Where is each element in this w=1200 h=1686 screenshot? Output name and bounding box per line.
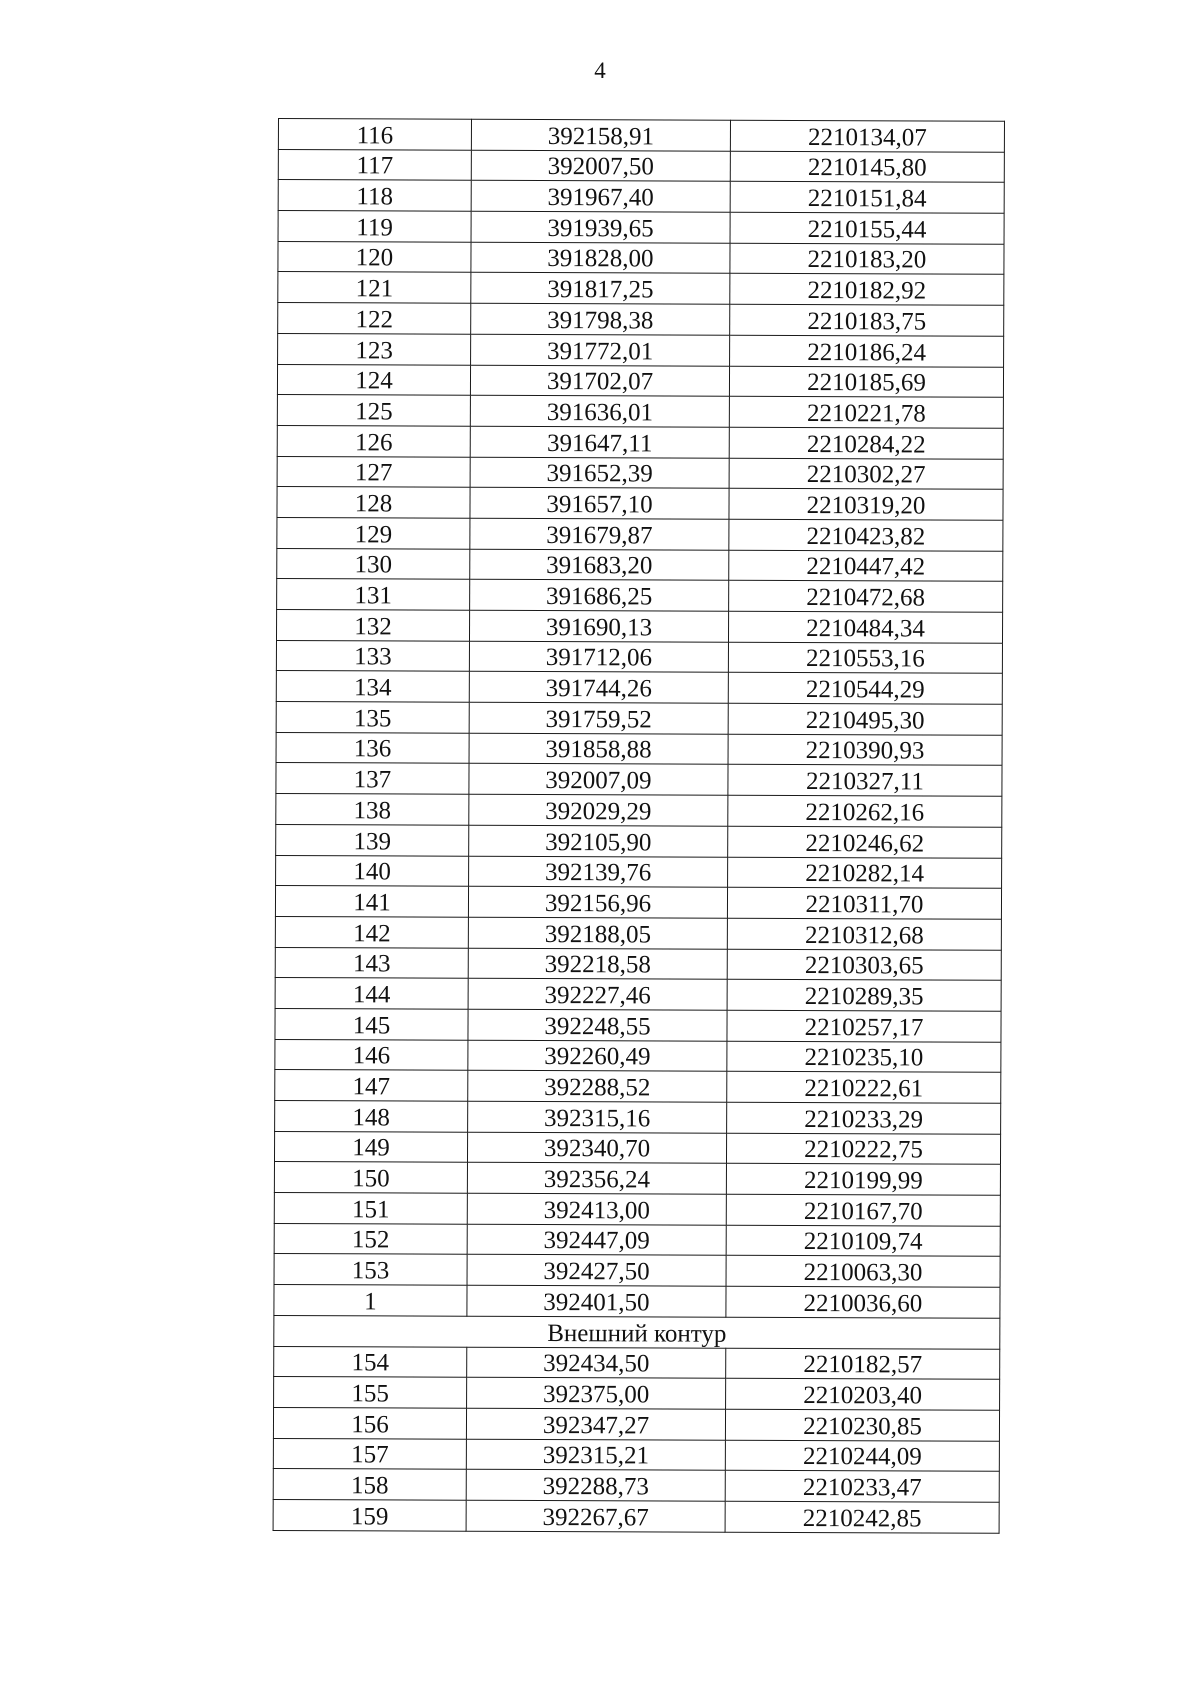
y-coordinate-cell: 2210312,68 (727, 918, 1001, 950)
y-coordinate-cell: 2210289,35 (727, 979, 1001, 1011)
table-row (276, 824, 1002, 857)
x-coordinate-cell: 391817,25 (471, 273, 730, 305)
y-coordinate-cell: 2210390,93 (728, 734, 1002, 766)
point-number-cell: 135 (276, 702, 469, 733)
y-coordinate-cell: 2210495,30 (728, 703, 1002, 735)
coordinates-table-body (273, 119, 1004, 1533)
x-coordinate-cell: 392315,16 (468, 1101, 727, 1133)
y-coordinate-cell: 2210244,09 (725, 1440, 999, 1472)
y-coordinate-cell: 2210109,74 (726, 1225, 1000, 1257)
point-number-cell: 134 (276, 671, 469, 702)
point-number-cell: 147 (275, 1070, 468, 1101)
point-number-cell: 148 (275, 1100, 468, 1131)
y-coordinate-cell: 2210167,70 (726, 1194, 1000, 1226)
x-coordinate-cell: 392288,52 (468, 1071, 727, 1103)
y-coordinate-cell: 2210544,29 (728, 673, 1002, 705)
y-coordinate-cell: 2210284,22 (729, 427, 1003, 459)
point-number-cell: 152 (274, 1223, 467, 1254)
table-row (277, 456, 1003, 489)
point-number-cell: 146 (275, 1039, 468, 1070)
y-coordinate-cell: 2210233,47 (725, 1470, 999, 1502)
y-coordinate-cell: 2210221,78 (729, 396, 1003, 428)
point-number-cell: 118 (278, 180, 471, 211)
point-number-cell: 155 (274, 1377, 467, 1408)
point-number-cell: 137 (276, 763, 469, 794)
table-row (277, 364, 1003, 397)
table-row (275, 947, 1001, 980)
y-coordinate-cell: 2210303,65 (727, 949, 1001, 981)
table-row (276, 855, 1002, 888)
table-row (275, 886, 1001, 919)
y-coordinate-cell: 2210257,17 (727, 1010, 1001, 1042)
x-coordinate-cell: 392315,21 (466, 1439, 725, 1471)
table-row (276, 763, 1002, 796)
table-row (274, 1193, 1000, 1226)
table-row (276, 671, 1002, 704)
point-number-cell: 142 (275, 916, 468, 947)
table-row (273, 1469, 999, 1502)
table-row (275, 1039, 1001, 1072)
point-number-cell: 140 (276, 855, 469, 886)
y-coordinate-cell: 2210222,75 (726, 1133, 1000, 1165)
coordinates-table (273, 118, 1005, 1533)
x-coordinate-cell: 392188,05 (468, 917, 727, 949)
x-coordinate-cell: 391712,06 (469, 641, 728, 673)
point-number-cell: 129 (277, 517, 470, 548)
y-coordinate-cell: 2210155,44 (730, 212, 1004, 244)
point-number-cell: 122 (278, 303, 471, 334)
point-number-cell: 143 (275, 947, 468, 978)
x-coordinate-cell: 392288,73 (466, 1469, 725, 1501)
x-coordinate-cell: 392227,46 (468, 978, 727, 1010)
x-coordinate-cell: 392340,70 (467, 1132, 726, 1164)
y-coordinate-cell: 2210145,80 (730, 151, 1004, 183)
x-coordinate-cell: 392427,50 (467, 1255, 726, 1287)
table-row (275, 1008, 1001, 1041)
point-number-cell: 136 (276, 732, 469, 763)
table-row (274, 1254, 1000, 1287)
point-number-cell: 159 (273, 1499, 466, 1530)
y-coordinate-cell: 2210182,92 (730, 274, 1004, 306)
y-coordinate-cell: 2210222,61 (727, 1072, 1001, 1104)
table-row (278, 241, 1004, 274)
x-coordinate-cell: 391702,07 (470, 365, 729, 397)
point-number-cell: 127 (277, 456, 470, 487)
table-row (276, 609, 1002, 642)
point-number-cell: 119 (278, 211, 471, 242)
point-number-cell: 116 (278, 119, 471, 150)
y-coordinate-cell: 2210472,68 (729, 581, 1003, 613)
table-row (274, 1377, 1000, 1410)
y-coordinate-cell: 2210484,34 (728, 611, 1002, 643)
x-coordinate-cell: 392434,50 (467, 1347, 726, 1379)
x-coordinate-cell: 391683,20 (470, 549, 729, 581)
point-number-cell: 126 (277, 425, 470, 456)
y-coordinate-cell: 2210063,30 (726, 1256, 1000, 1288)
x-coordinate-cell: 391967,40 (471, 181, 730, 213)
y-coordinate-cell: 2210311,70 (727, 887, 1001, 919)
x-coordinate-cell: 392248,55 (468, 1009, 727, 1041)
point-number-cell: 153 (274, 1254, 467, 1285)
x-coordinate-cell: 392218,58 (468, 948, 727, 980)
x-coordinate-cell: 391858,88 (469, 733, 728, 765)
y-coordinate-cell: 2210185,69 (729, 366, 1003, 398)
x-coordinate-cell: 391828,00 (471, 242, 730, 274)
table-row (278, 119, 1004, 152)
x-coordinate-cell: 392375,00 (467, 1377, 726, 1409)
y-coordinate-cell: 2210319,20 (729, 488, 1003, 520)
table-row (277, 517, 1003, 550)
x-coordinate-cell: 392007,50 (471, 150, 730, 182)
point-number-cell: 156 (273, 1407, 466, 1438)
point-number-cell: 123 (278, 333, 471, 364)
table-row (277, 487, 1003, 520)
x-coordinate-cell: 392007,09 (469, 764, 728, 796)
point-number-cell: 117 (278, 149, 471, 180)
table-row (275, 1100, 1001, 1133)
table-row (277, 548, 1003, 581)
x-coordinate-cell: 391798,38 (471, 303, 730, 335)
y-coordinate-cell: 2210423,82 (729, 519, 1003, 551)
y-coordinate-cell: 2210183,20 (730, 243, 1004, 275)
point-number-cell: 145 (275, 1008, 468, 1039)
y-coordinate-cell: 2210553,16 (728, 642, 1002, 674)
point-number-cell: 121 (278, 272, 471, 303)
table-row (275, 1070, 1001, 1103)
y-coordinate-cell: 2210233,29 (727, 1102, 1001, 1134)
x-coordinate-cell: 391690,13 (469, 610, 728, 642)
table-row (278, 333, 1004, 366)
table-row (273, 1438, 999, 1471)
y-coordinate-cell: 2210203,40 (726, 1378, 1000, 1410)
x-coordinate-cell: 391744,26 (469, 672, 728, 704)
y-coordinate-cell: 2210327,11 (728, 765, 1002, 797)
table-row (277, 425, 1003, 458)
table-row (274, 1223, 1000, 1256)
table-row (278, 180, 1004, 213)
point-number-cell: 139 (276, 824, 469, 855)
table-row (276, 794, 1002, 827)
y-coordinate-cell: 2210183,75 (730, 304, 1004, 336)
point-number-cell: 125 (277, 395, 470, 426)
x-coordinate-cell: 391636,01 (470, 395, 729, 427)
point-number-cell: 144 (275, 978, 468, 1009)
point-number-cell: 130 (277, 548, 470, 579)
point-number-cell: 120 (278, 241, 471, 272)
y-coordinate-cell: 2210242,85 (725, 1501, 999, 1533)
y-coordinate-cell: 2210199,99 (726, 1164, 1000, 1196)
x-coordinate-cell: 391647,11 (470, 426, 729, 458)
point-number-cell: 128 (277, 487, 470, 518)
point-number-cell: 132 (276, 609, 469, 640)
table-row (278, 149, 1004, 182)
point-number-cell: 150 (274, 1162, 467, 1193)
table-row (277, 579, 1003, 612)
x-coordinate-cell: 392260,49 (468, 1040, 727, 1072)
table-row (274, 1162, 1000, 1195)
point-number-cell: 149 (274, 1131, 467, 1162)
x-coordinate-cell: 392158,91 (471, 119, 730, 151)
x-coordinate-cell: 391657,10 (470, 487, 729, 519)
y-coordinate-cell: 2210186,24 (730, 335, 1004, 367)
y-coordinate-cell: 2210235,10 (727, 1041, 1001, 1073)
table-row (276, 702, 1002, 735)
x-coordinate-cell: 392347,27 (466, 1408, 725, 1440)
y-coordinate-cell: 2210246,62 (728, 826, 1002, 858)
table-row (275, 978, 1001, 1011)
y-coordinate-cell: 2210447,42 (729, 550, 1003, 582)
x-coordinate-cell: 392139,76 (469, 856, 728, 888)
point-number-cell: 158 (273, 1469, 466, 1500)
y-coordinate-cell: 2210230,85 (725, 1409, 999, 1441)
point-number-cell: 138 (276, 794, 469, 825)
y-coordinate-cell: 2210302,27 (729, 458, 1003, 490)
x-coordinate-cell: 391679,87 (470, 518, 729, 550)
section-title: Внешний контур (274, 1315, 1000, 1348)
x-coordinate-cell: 391652,39 (470, 457, 729, 489)
x-coordinate-cell: 392356,24 (467, 1163, 726, 1195)
point-number-cell: 154 (274, 1346, 467, 1377)
x-coordinate-cell: 392105,90 (469, 825, 728, 857)
point-number-cell: 133 (276, 640, 469, 671)
table-row (275, 916, 1001, 949)
x-coordinate-cell: 391686,25 (470, 580, 729, 612)
y-coordinate-cell: 2210182,57 (726, 1348, 1000, 1380)
table-row (277, 395, 1003, 428)
x-coordinate-cell: 392156,96 (468, 886, 727, 918)
x-coordinate-cell: 392447,09 (467, 1224, 726, 1256)
table-row (274, 1285, 1000, 1318)
point-number-cell: 151 (274, 1193, 467, 1224)
table-row (274, 1131, 1000, 1164)
table-row (273, 1407, 999, 1440)
page-number: 4 (594, 58, 606, 83)
x-coordinate-cell: 392413,00 (467, 1193, 726, 1225)
section-row (274, 1315, 1000, 1348)
table-row (278, 303, 1004, 336)
x-coordinate-cell: 391772,01 (471, 334, 730, 366)
y-coordinate-cell: 2210134,07 (730, 120, 1004, 152)
x-coordinate-cell: 391939,65 (471, 211, 730, 243)
y-coordinate-cell: 2210262,16 (728, 795, 1002, 827)
point-number-cell: 1 (274, 1285, 467, 1316)
point-number-cell: 157 (273, 1438, 466, 1469)
point-number-cell: 131 (277, 579, 470, 610)
point-number-cell: 124 (277, 364, 470, 395)
table-row (273, 1499, 999, 1532)
table-row (278, 211, 1004, 244)
table-row (276, 640, 1002, 673)
y-coordinate-cell: 2210036,60 (726, 1286, 1000, 1318)
y-coordinate-cell: 2210151,84 (730, 182, 1004, 214)
table-row (278, 272, 1004, 305)
table-row (274, 1346, 1000, 1379)
x-coordinate-cell: 392401,50 (467, 1285, 726, 1317)
point-number-cell: 141 (275, 886, 468, 917)
x-coordinate-cell: 391759,52 (469, 702, 728, 734)
x-coordinate-cell: 392029,29 (469, 794, 728, 826)
table-row (276, 732, 1002, 765)
x-coordinate-cell: 392267,67 (466, 1500, 725, 1532)
y-coordinate-cell: 2210282,14 (728, 857, 1002, 889)
